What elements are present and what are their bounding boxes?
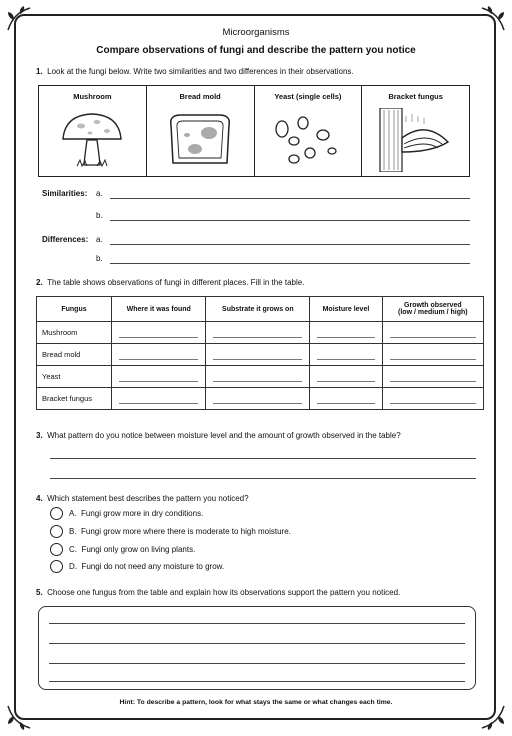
cell-blank[interactable] (112, 344, 206, 366)
question-3: 3. What pattern do you notice between moisture level and the amount of growth observed in the table? (36, 431, 401, 440)
difference-b-line[interactable] (110, 263, 470, 264)
cell-blank[interactable] (112, 322, 206, 344)
header-location: Where it was found (112, 297, 206, 322)
similarity-b-line[interactable] (110, 220, 470, 221)
mushroom-icon (57, 109, 127, 171)
answer-line-q5[interactable] (49, 643, 465, 644)
cell-blank[interactable] (206, 322, 310, 344)
header-substrate: Substrate it grows on (206, 297, 310, 322)
header-fungus: Fungus (37, 297, 112, 322)
question-1: 1. Look at the fungi below. Write two similarities and two differences in their observations. (36, 67, 354, 76)
cell-blank[interactable] (382, 344, 483, 366)
question-2: 2. The table shows observations of fungi in different places. Fill in the table. (36, 278, 305, 287)
answer-line-q5[interactable] (49, 663, 465, 664)
fungi-panel (38, 85, 470, 177)
difference-a-label: a. (96, 235, 103, 244)
cell-blank[interactable] (382, 322, 483, 344)
question-5: 5. Choose one fungus from the table and explain how its observations support the pattern you noticed. (36, 588, 401, 597)
cell-blank[interactable] (112, 388, 206, 410)
answer-box-q5[interactable] (38, 606, 476, 690)
cell-blank[interactable] (310, 344, 382, 366)
cell-blank[interactable] (310, 322, 382, 344)
fungus-cell-bread-mold: Bread mold (147, 86, 255, 176)
cell-blank[interactable] (382, 366, 483, 388)
answer-line-q5[interactable] (49, 623, 465, 624)
table-row (37, 322, 484, 344)
similarity-a-line[interactable] (110, 198, 470, 199)
answer-line-q5[interactable] (49, 681, 465, 682)
cell-blank[interactable] (206, 388, 310, 410)
yeast-cells-icon (268, 111, 348, 169)
fungus-cell-bracket: Bracket fungus (362, 86, 469, 176)
table-row (37, 366, 484, 388)
radio-circle-icon[interactable] (50, 507, 63, 520)
row-fungus-name: Yeast (37, 366, 112, 388)
cell-blank[interactable] (112, 366, 206, 388)
difference-b-label: b. (96, 254, 103, 263)
cell-blank[interactable] (382, 388, 483, 410)
row-fungus-name: Mushroom (37, 322, 112, 344)
fungus-cell-yeast: Yeast (single cells) (255, 86, 363, 176)
option-d[interactable]: D. Fungi do not need any moisture to grow. (50, 560, 224, 573)
leaf-corner-icon (4, 702, 34, 732)
leaf-corner-icon (478, 702, 508, 732)
bread-mold-icon (163, 111, 237, 169)
header-moisture: Moisture level (310, 297, 382, 322)
hint-text: Hint: To describe a pattern, look for what stays the same or what changes each time. (119, 699, 393, 706)
page-title: Compare observations of fungi and describe the pattern you notice (96, 45, 416, 56)
difference-a-line[interactable] (110, 244, 470, 245)
question-4: 4. Which statement best describes the pattern you noticed? (36, 494, 249, 503)
option-b[interactable]: B. Fungi grow more where there is moderate to high moisture. (50, 525, 291, 538)
page-topic: Microorganisms (222, 27, 290, 38)
similarity-b-label: b. (96, 211, 103, 220)
similarities-label: Similarities: (42, 189, 88, 198)
answer-line-q3[interactable] (50, 478, 476, 479)
table-row (37, 388, 484, 410)
observations-table (36, 296, 484, 410)
similarity-a-label: a. (96, 189, 103, 198)
option-a[interactable]: A. Fungi grow more in dry conditions. (50, 507, 203, 520)
answer-line-q3[interactable] (50, 458, 476, 459)
cell-blank[interactable] (310, 366, 382, 388)
header-growth: Growth observed (low / medium / high) (382, 297, 483, 322)
table-row (37, 344, 484, 366)
table-header-row (37, 297, 484, 322)
bracket-fungus-icon (376, 108, 456, 172)
cell-blank[interactable] (310, 388, 382, 410)
row-fungus-name: Bread mold (37, 344, 112, 366)
option-c[interactable]: C. Fungi only grow on living plants. (50, 543, 195, 556)
radio-circle-icon[interactable] (50, 543, 63, 556)
differences-label: Differences: (42, 235, 89, 244)
cell-blank[interactable] (206, 344, 310, 366)
row-fungus-name: Bracket fungus (37, 388, 112, 410)
fungus-cell-mushroom: Mushroom (39, 86, 147, 176)
radio-circle-icon[interactable] (50, 560, 63, 573)
radio-circle-icon[interactable] (50, 525, 63, 538)
cell-blank[interactable] (206, 366, 310, 388)
